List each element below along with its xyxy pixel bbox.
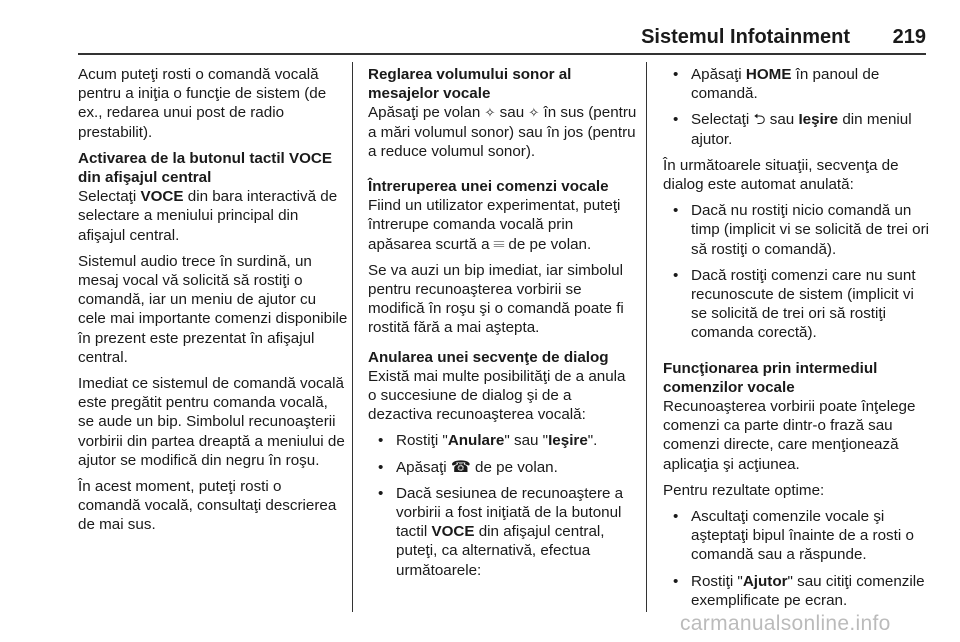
paragraph: În acest moment, puteţi rosti o comandă vocală, consultaţi descrierea de mai sus. — [78, 478, 337, 534]
paragraph: Fiind un utilizator experimentat, puteţi întrerupe comanda vocală prin apăsarea scurtă a 𝄘 de pe volan. — [368, 197, 621, 253]
list-item: • Rostiţi "Ajutor" sau citiţi comenzile exemplificate pe ecran. — [663, 572, 931, 610]
paragraph: Selectaţi VOCE din bara interactivă de selectare a meniului principal din afişajul central. — [78, 188, 338, 244]
paragraph: În următoarele situaţii, secvenţa de dialog este automat anulată: — [663, 156, 899, 194]
key-label: VOCE — [140, 188, 184, 206]
paragraph: Apăsaţi pe volan ✧ sau ✧ în sus (pentru a mări volumul sonor) sau în jos (pentru a reduce volumul sonor). — [368, 104, 637, 160]
paragraph: Se va auzi un bip imediat, iar simbolul pentru recunoaşterea vorbirii se modifică în roşu şi o comandă poate fi rostită fără a mai aştepta. — [368, 261, 624, 337]
paragraph: Există mai multe posibilităţi de a anula o succesiune de dialog şi de a dezactiva recunoaşterea vocală: — [368, 367, 626, 424]
header-divider — [78, 53, 926, 55]
column-divider — [352, 62, 353, 612]
section-heading: Funcţionarea prin intermediul comenzilor vocale — [663, 359, 878, 396]
list-item: • Ascultaţi comenzile vocale şi aşteptaţi bipul înainte de a rosti o comandă sau a răspunde. — [663, 507, 931, 565]
paragraph: Imediat ce sistemul de comandă vocală este pregătit pentru comanda vocală, se aude un bip. Simbolul recunoaşterii vorbirii din partea dreaptă a meniului de ajutor se modifică din negru în roşu. — [78, 375, 345, 469]
section-heading: Reglarea volumului sonor al mesajelor vocale — [368, 66, 572, 103]
paragraph: Sistemul audio trece în surdină, un mesaj vocal vă solicită să rostiţi o comandă, iar un meniu de ajutor cu cele mai importante comenzi disponibile în prezent este prezentat în afişajul central. — [78, 252, 348, 366]
list-item: • Dacă rostiţi comenzi care nu sunt recunoscute de sistem (implicit vi se solicită de trei ori să rostiţi comanda corectă). — [663, 266, 931, 343]
page-number: 219 — [892, 26, 926, 48]
section-heading: Întreruperea unei comenzi vocale — [368, 178, 609, 196]
volume-thumbwheel-icon: ✧ — [484, 106, 496, 122]
column-divider — [646, 62, 647, 612]
bullet-list — [368, 431, 638, 579]
voice-button-icon: 𝄘 — [493, 237, 505, 253]
list-item: • Rostiţi "Anulare" sau "Ieşire". — [368, 431, 638, 450]
page-title: Sistemul Infotainment — [641, 26, 850, 48]
list-item: • Dacă sesiunea de recunoaştere a vorbirii a fost iniţiată de la butonul tactil VOCE din afişajul central, puteţi, ca alternativă, efectua următoarele: — [368, 484, 638, 580]
bullet-list — [663, 507, 931, 610]
paragraph: Recunoaşterea vorbirii poate înţelege comenzi ca parte dintr-o frază sau comenzi directe, care menţionează aplicaţia şi acţiunea. — [663, 398, 916, 473]
section-heading: Activarea de la butonul tactil VOCE din afişajul central — [78, 149, 333, 187]
column-middle — [368, 65, 638, 587]
paragraph: Acum puteţi rosti o comandă vocală pentru a iniţia o funcţie de sistem (de ex., redarea unui post de radio prestabilit). — [78, 66, 327, 141]
watermark: carmanualsonline.info — [680, 612, 891, 635]
hang-up-phone-icon: ☎ — [450, 456, 471, 476]
column-right — [663, 65, 931, 617]
volume-thumbwheel-icon: ✧ — [528, 106, 540, 122]
back-arrow-icon: ⮌ — [753, 110, 766, 129]
list-item: • Apăsaţi HOME în panoul de comandă. — [663, 65, 931, 103]
bullet-list — [663, 201, 931, 342]
list-item: • Dacă nu rostiţi nicio comandă un timp (implicit vi se solicită de trei ori să rostiţi o comandă). — [663, 201, 931, 259]
list-item: • Selectaţi ⮌ sau Ieşire din meniul ajutor. — [663, 110, 931, 148]
paragraph: Pentru rezultate optime: — [663, 481, 825, 499]
list-item: • Apăsaţi ☎ de pe volan. — [368, 458, 638, 477]
section-heading: Anularea unei secvenţe de dialog — [368, 348, 609, 366]
column-left — [78, 65, 348, 542]
bullet-list — [663, 65, 931, 149]
